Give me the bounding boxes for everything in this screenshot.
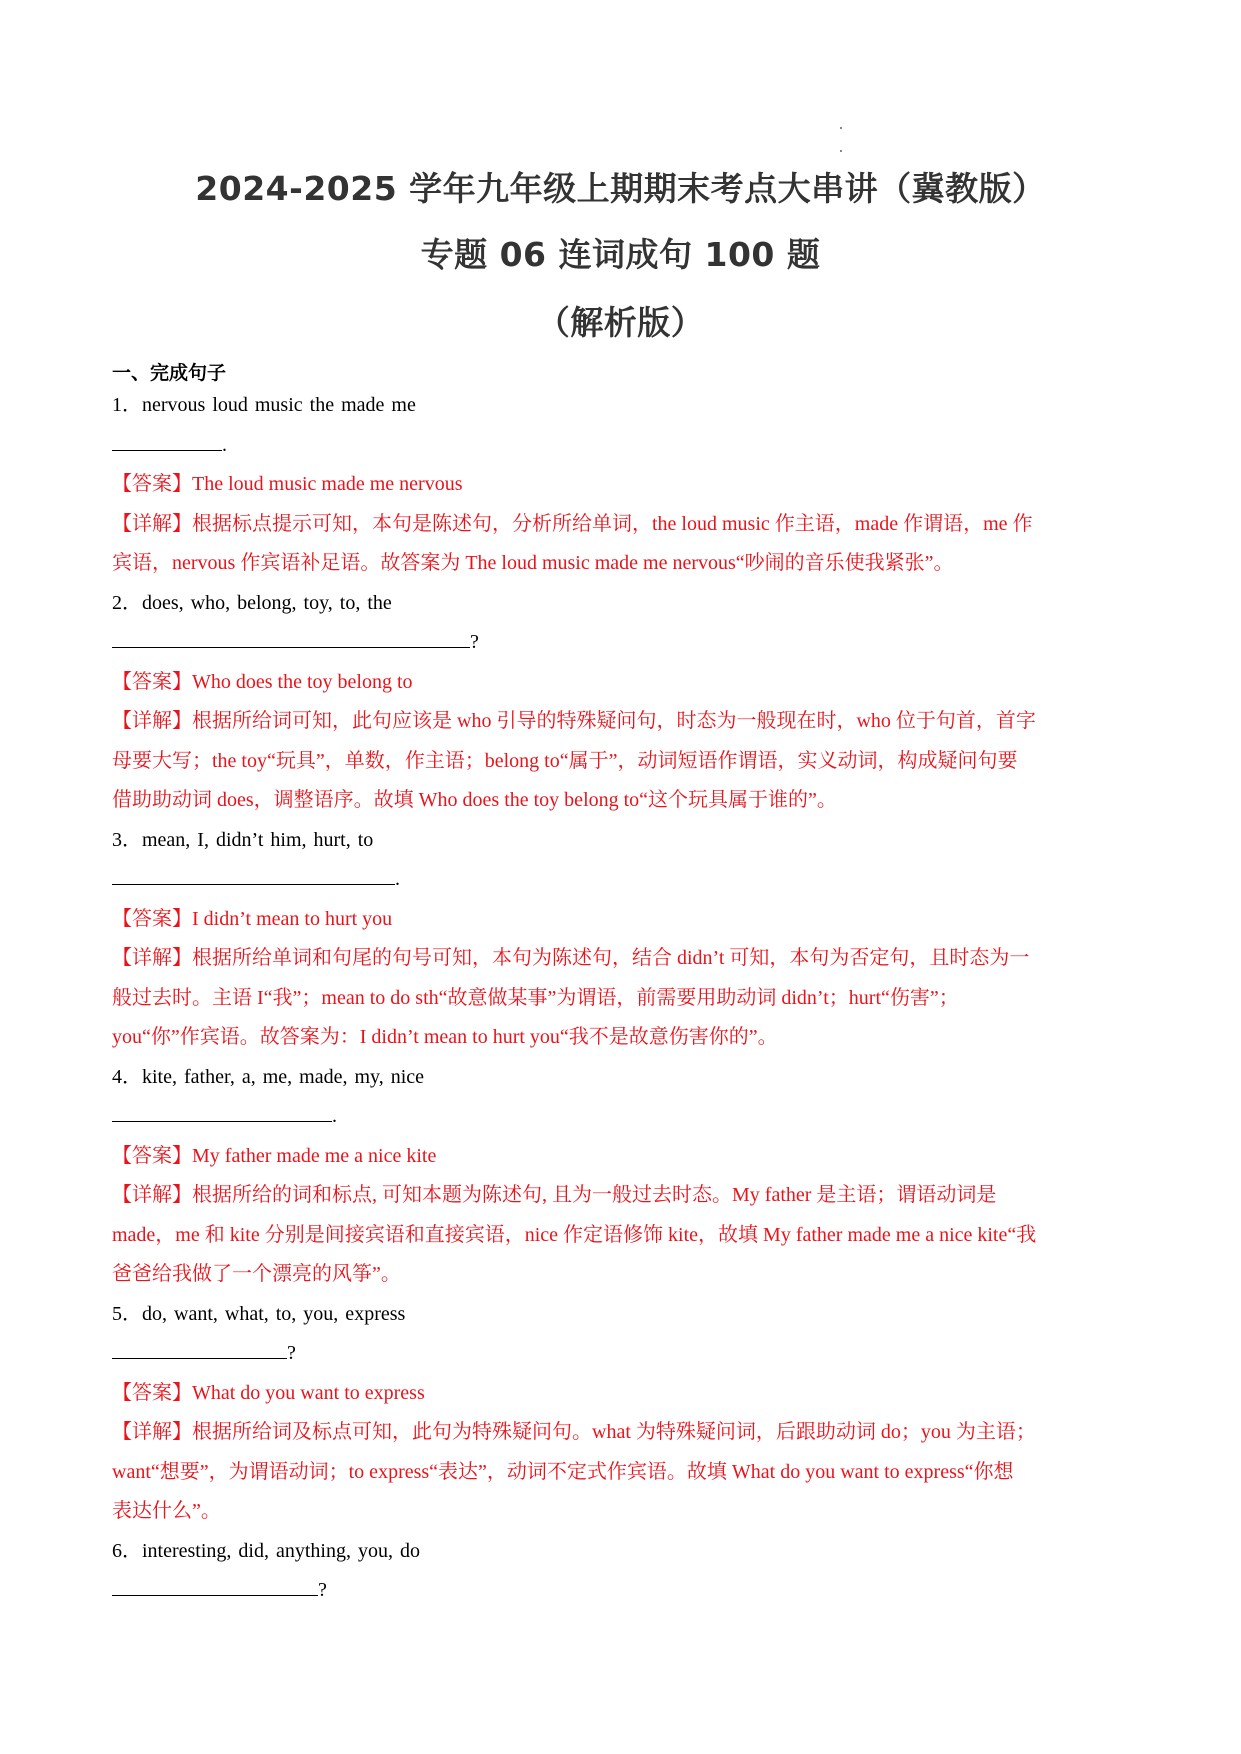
answer-blank: [112, 426, 1132, 466]
blank-underline: [112, 862, 395, 885]
answer-text: I didn’t mean to hurt you: [192, 907, 393, 930]
question-number: 5．: [112, 1302, 142, 1325]
blank-underline: [112, 1573, 318, 1596]
detail-label: 【详解】: [112, 947, 192, 969]
answer-line: [112, 663, 1132, 703]
detail-text: 根据所给词可知，此句应该是 who 引导的特殊疑问句，时态为一般现在时，who 位于句首，首字: [192, 710, 1036, 732]
question-words: interesting, did, anything, you, do: [142, 1539, 420, 1562]
detail-text: 根据所给的词和标点, 可知本题为陈述句, 且为一般过去时态。My father 是主语；谓语动词是: [192, 1184, 997, 1206]
answer-line: [112, 1137, 1132, 1177]
answer-line: [112, 900, 1132, 940]
answer-label: 【答案】: [112, 473, 192, 495]
question-number: 1．: [112, 394, 142, 416]
detail-line: [112, 939, 1132, 979]
detail-line: you“你”作宾语。故答案为：I didn’t mean to hurt you“我不是故意伤害你的”。: [112, 1026, 778, 1048]
scan-mark: [840, 150, 842, 152]
question-number: 6．: [112, 1539, 142, 1562]
detail-line: 般过去时。主语 I“我”；mean to do sth“故意做某事”为谓语，前需要用助动词 didn’t；hurt“伤害”；: [112, 986, 959, 1009]
section-heading: 一、完成句子: [112, 362, 227, 384]
blank-underline: [112, 1336, 287, 1359]
blank-punctuation: ?: [318, 1579, 327, 1601]
question-item: [112, 584, 1132, 821]
question-item: [112, 1058, 1132, 1295]
question-words: kite, father, a, me, made, my, nice: [142, 1065, 425, 1088]
question-prompt: [112, 1058, 1132, 1098]
question-item: [112, 1295, 1132, 1532]
detail-line: 表达什么”。: [112, 1500, 221, 1522]
detail-line: 宾语，nervous 作宾语补足语。故答案为 The loud music made me nervous“吵闹的音乐使我紧张”。: [112, 552, 954, 574]
document-edition: （解析版）: [536, 303, 705, 342]
detail-text: 根据标点提示可知，本句是陈述句，分析所给单词，the loud music 作主语，made 作谓语，me 作: [192, 512, 1033, 535]
question-words: do, want, what, to, you, express: [142, 1302, 406, 1325]
answer-label: 【答案】: [112, 907, 192, 930]
question-prompt: [112, 821, 1132, 861]
answer-text: The loud music made me nervous: [192, 473, 463, 495]
question-item: [112, 386, 1132, 584]
detail-label: 【详解】: [112, 512, 192, 535]
scan-mark: [840, 127, 842, 129]
answer-blank: [112, 1097, 1132, 1137]
question-prompt: [112, 1295, 1132, 1335]
document-title: 2024-2025 学年九年级上期期末考点大串讲（冀教版）: [195, 169, 1046, 208]
blank-underline: [112, 428, 222, 451]
answer-line: [112, 465, 1132, 505]
question-words: does, who, belong, toy, to, the: [142, 591, 392, 614]
detail-label: 【详解】: [112, 1184, 192, 1206]
answer-text: My father made me a nice kite: [192, 1144, 437, 1167]
answer-blank: [112, 860, 1132, 900]
blank-underline: [112, 1099, 332, 1122]
detail-line: 母要大写；the toy“玩具”，单数，作主语；belong to“属于”，动词短语作谓语，实义动词，构成疑问句要: [112, 749, 1018, 772]
answer-line: [112, 1374, 1132, 1414]
blank-punctuation: ?: [470, 631, 479, 653]
detail-line: [112, 505, 1132, 545]
question-prompt: [112, 386, 1132, 426]
detail-text: 根据所给词及标点可知，此句为特殊疑问句。what 为特殊疑问词，后跟助动词 do；you 为主语；: [192, 1421, 1036, 1443]
blank-punctuation: .: [332, 1105, 337, 1127]
blank-punctuation: .: [395, 868, 400, 890]
detail-text: 根据所给单词和句尾的句号可知，本句为陈述句，结合 didn’t 可知，本句为否定句，且时态为一: [192, 947, 1030, 969]
question-prompt: [112, 584, 1132, 624]
answer-label: 【答案】: [112, 1381, 192, 1404]
answer-blank: [112, 1334, 1132, 1374]
answer-blank: [112, 623, 1132, 663]
detail-line: made，me 和 kite 分别是间接宾语和直接宾语，nice 作定语修饰 kite，故填 My father made me a nice kite“我: [112, 1223, 1037, 1246]
blank-underline: [112, 625, 470, 648]
document-subtitle: 专题 06 连词成句 100 题: [420, 235, 821, 274]
detail-line: [112, 1413, 1132, 1453]
question-item: [112, 1532, 1132, 1611]
answer-text: Who does the toy belong to: [192, 670, 413, 693]
answer-label: 【答案】: [112, 670, 192, 693]
question-prompt: [112, 1532, 1132, 1572]
answer-label: 【答案】: [112, 1144, 192, 1167]
question-number: 3．: [112, 828, 142, 851]
detail-label: 【详解】: [112, 1421, 192, 1443]
question-words: nervous loud music the made me: [142, 394, 416, 416]
answer-blank: [112, 1571, 1132, 1611]
question-item: [112, 821, 1132, 1058]
detail-label: 【详解】: [112, 710, 192, 732]
question-words: mean, I, didn’t him, hurt, to: [142, 828, 374, 851]
detail-line: want“想要”，为谓语动词；to express“表达”，动词不定式作宾语。故填 What do you want to express“你想: [112, 1460, 1014, 1483]
answer-text: What do you want to express: [192, 1381, 425, 1404]
detail-line: [112, 702, 1132, 742]
document-body: [112, 360, 1132, 1611]
question-number: 2．: [112, 591, 142, 614]
detail-line: 爸爸给我做了一个漂亮的风筝”。: [112, 1263, 401, 1285]
detail-line: 借助助动词 does，调整语序。故填 Who does the toy belong to“这个玩具属于谁的”。: [112, 789, 837, 811]
question-number: 4．: [112, 1065, 142, 1088]
detail-line: [112, 1176, 1132, 1216]
blank-punctuation: .: [222, 433, 227, 456]
blank-punctuation: ?: [287, 1342, 296, 1364]
